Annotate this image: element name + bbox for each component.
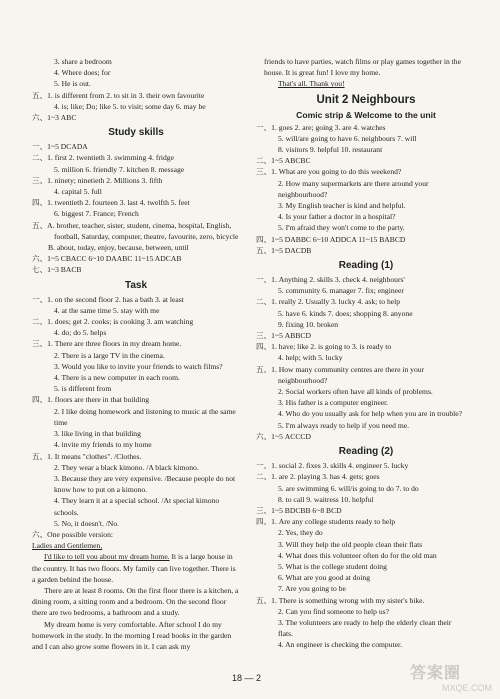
answer-line: 4. Who do you usually ask for help when you are in trouble? [278, 409, 462, 419]
answer-line: 4. is; like; Do; like 5. to visit; some day 6. may be [54, 101, 206, 111]
answer-line: 2. Social workers often have all kinds of problems. [278, 387, 433, 397]
answer-line: 七、1~3 BACB [32, 265, 82, 275]
answer-line: 一、1. Anything 2. skills 3. check 4. neighbours' [256, 275, 405, 285]
answer-line: schools. [54, 507, 79, 517]
answer-line: 4. They learn it at a special school. /At special kimono [54, 496, 220, 506]
answer-line: 三、1. There are three floors in my dream home. [32, 339, 182, 349]
answer-line: B. about, today, enjoy, because, between, until [48, 243, 189, 253]
answer-line: 二、1. really 2. Usually 3. lucky 4. ask; to help [256, 297, 401, 307]
answer-line: 4. What does this volunteer often do for the old man [278, 550, 437, 560]
answer-line: 一、1. goes 2. are; going 3. are 4. watches [256, 122, 386, 132]
answer-line: 3. Will they help the old people clean their flats [278, 539, 423, 549]
answer-line: time [54, 417, 68, 427]
answer-line: 3. Because they are very expensive. /Because people do not [54, 473, 236, 483]
answer-line: 二、1~5 ABCBC [256, 156, 311, 166]
answer-line: 二、1. are 2. playing 3. has 4. gets; goes [256, 472, 380, 482]
answer-line: 5. are swimming 6. will/is going to do 7. to do [278, 483, 419, 493]
answer-line: 5. million 6. friendly 7. kitchen 8. message [54, 164, 185, 174]
right-column [256, 56, 476, 651]
answer-line: 6. biggest 7. France; French [54, 209, 139, 219]
answer-line: 六、1~5 CBACC 6~10 DAABC 11~15 ADCAB [32, 254, 182, 264]
answer-line: 4. Where does; for [54, 68, 111, 78]
page-number: 18 — 2 [232, 673, 262, 683]
answer-line: 5. He is out. [54, 79, 91, 89]
answer-line: friends to have parties, watch films or play games together in the house. It is great fun! I love my home. [264, 57, 461, 78]
answer-line: 5. What is the college student doing [278, 561, 387, 571]
answer-line: 5. is different from [54, 384, 112, 394]
answer-line: 6. What are you good at doing [278, 573, 371, 583]
answer-line: 4. capital 5. full [54, 187, 102, 197]
essay-paragraph: My dream home is very comfortable. After school I do my homework in the study. In the morning I read books in the garden and I can also grow some flowers in it. I can ask my [32, 619, 232, 651]
answer-line: 五、1. is different from 2. to sit in 3. their own favourite [32, 90, 205, 100]
answer-line: 三、1~5 BDCBB 6~8 BCD [256, 505, 342, 515]
answer-line: 8. visitors 9. helpful 10. restaurant [278, 145, 383, 155]
answer-line: 四、1. twentieth 2. fourteen 3. last 4. twelfth 5. feet [32, 198, 190, 208]
answer-line: 7. Are you going to be [278, 584, 346, 594]
answer-line: 四、1. floors are there in that building [32, 395, 150, 405]
answer-line: Ladies and Gentlemen, [32, 541, 103, 551]
answer-line: 3. share a bedroom [54, 57, 112, 66]
answer-line: 3. like living in that building [54, 429, 141, 439]
watermark-logo [410, 665, 496, 697]
answer-line: 5. I'm afraid they won't come to the party. [278, 223, 405, 233]
answer-line: 4. Is your father a doctor in a hospital? [278, 212, 396, 222]
essay-underlined-opening: I'd like to tell you about my dream home. [44, 552, 170, 562]
section-heading: Reading (2) [338, 446, 394, 458]
answer-line: 二、1. first 2. twentieth 3. swimming 4. fridge [32, 153, 174, 163]
answer-line: 六、One possible version: [32, 529, 113, 539]
answer-line: flats. [278, 629, 293, 639]
answer-line: 4. help; with 5. lucky [278, 353, 343, 363]
answer-line: 5. No, it doesn't. /No. [54, 518, 120, 528]
answer-line: 2. There is a large TV in the cinema. [54, 350, 165, 360]
answer-line: That's all. Thank you! [278, 79, 345, 89]
answer-line: 一、1~5 DCADA [32, 142, 88, 152]
answer-line: 2. How many supermarkets are there around your [278, 178, 429, 188]
answer-line: 5. will/are going to have 6. neighbours 7. will [278, 133, 417, 143]
section-heading: Study skills [108, 127, 164, 139]
answer-line: 五、1~5 DACDB [256, 245, 312, 255]
watermark-url: MXQE.COM [441, 683, 492, 693]
answer-line: 五、A. brother, teacher, sister, student, cinema, hospital, English, [32, 220, 232, 230]
answer-line: 一、1. on the second floor 2. has a bath 3. at least [32, 294, 184, 304]
answer-line: 2. Yes, they do [278, 528, 323, 538]
answer-line: 三、1. ninety; ninetieth 2. Millions 3. fifth [32, 175, 163, 185]
answer-line: 2. Can you find someone to help us? [278, 606, 389, 616]
watermark-text: 答案圈 [410, 665, 462, 682]
answer-line: 五、1. It means "clothes". /Clothes. [32, 451, 142, 461]
answer-line: 三、1. What are you going to do this weekend? [256, 167, 402, 177]
answer-line: 5. community 6. manager 7. fix; engineer [278, 286, 404, 296]
answer-line: 4. at the same time 5. stay with me [54, 305, 160, 315]
answer-line: 4. do; do 5. helps [54, 328, 107, 338]
answer-line: 5. I'm always ready to help if you need me. [278, 420, 410, 430]
answer-line: 二、1. does; get 2. cooks; is cooking 3. am watching [32, 317, 194, 327]
section-heading: Reading (1) [338, 260, 394, 272]
answer-line: 六、1~3 ABC [32, 113, 77, 123]
section-heading: Unit 2 Neighbours [316, 93, 416, 106]
answer-line: 4. An engineer is checking the computer. [278, 640, 402, 650]
answer-line: 5. have 6. kinds 7. does; shopping 8. anyone [278, 308, 413, 318]
answer-line: 五、1. How many community centres are there in your [256, 364, 425, 374]
answer-line: 9. fixing 10. broken [278, 319, 339, 329]
left-column [32, 56, 240, 652]
answer-line: 一、1. social 2. fixes 3. skills 4. engineer 5. lucky [256, 461, 409, 471]
section-heading: Task [124, 279, 148, 291]
essay-paragraph: There are at least 8 rooms. On the first floor there is a kitchen, a dining room, a sitting room and a bedroom. On the second floor there are two bedrooms, a bathroom and a study. [32, 585, 239, 618]
answer-line: 3. His father is a computer engineer. [278, 398, 389, 408]
answer-line: 四、1. have; like 2. is going to 3. is ready to [256, 342, 392, 352]
answer-line: 四、1. Are any college students ready to help [256, 517, 396, 527]
answer-line: 3. The volunteers are ready to help the elderly clean their [278, 617, 452, 627]
answer-line: 4. invite my friends to my home [54, 440, 152, 450]
answer-line: 五、1. There is something wrong with my sister's bike. [256, 595, 425, 605]
essay-paragraph: I'd like to tell you about my dream home. It is a large house in the country. It has two floors. My family can live together. There is a garden behind the house. [32, 552, 236, 584]
answer-line: 3. Would you like to invite your friends to watch films? [54, 361, 223, 371]
answer-line: know how to put on a kimono. [54, 485, 148, 495]
answer-line: 4. There is a new computer in each room. [54, 373, 180, 383]
answer-line: neighbourhood? [278, 189, 328, 199]
answer-line: neighbourhood? [278, 375, 328, 385]
answer-line: 三、1~5 ABBCD [256, 331, 311, 341]
answer-line: 3. My English teacher is kind and helpful. [278, 201, 406, 211]
answer-line: 四、1~5 DABBC 6~10 ADDCA 11~15 BABCD [256, 234, 406, 244]
answer-line: 2. I like doing homework and listening to music at the same [54, 406, 236, 416]
answer-line: 六、1~5 ACCCD [256, 431, 311, 441]
section-heading: Comic strip & Welcome to the unit [296, 109, 436, 120]
answer-line: football, Saturday, computer, theatre, favourite, zero, bicycle [54, 231, 239, 241]
answer-line: 2. They wear a black kimono. /A black kimono. [54, 462, 199, 472]
answer-line: 8. to call 9. waitress 10. helpful [278, 494, 374, 504]
